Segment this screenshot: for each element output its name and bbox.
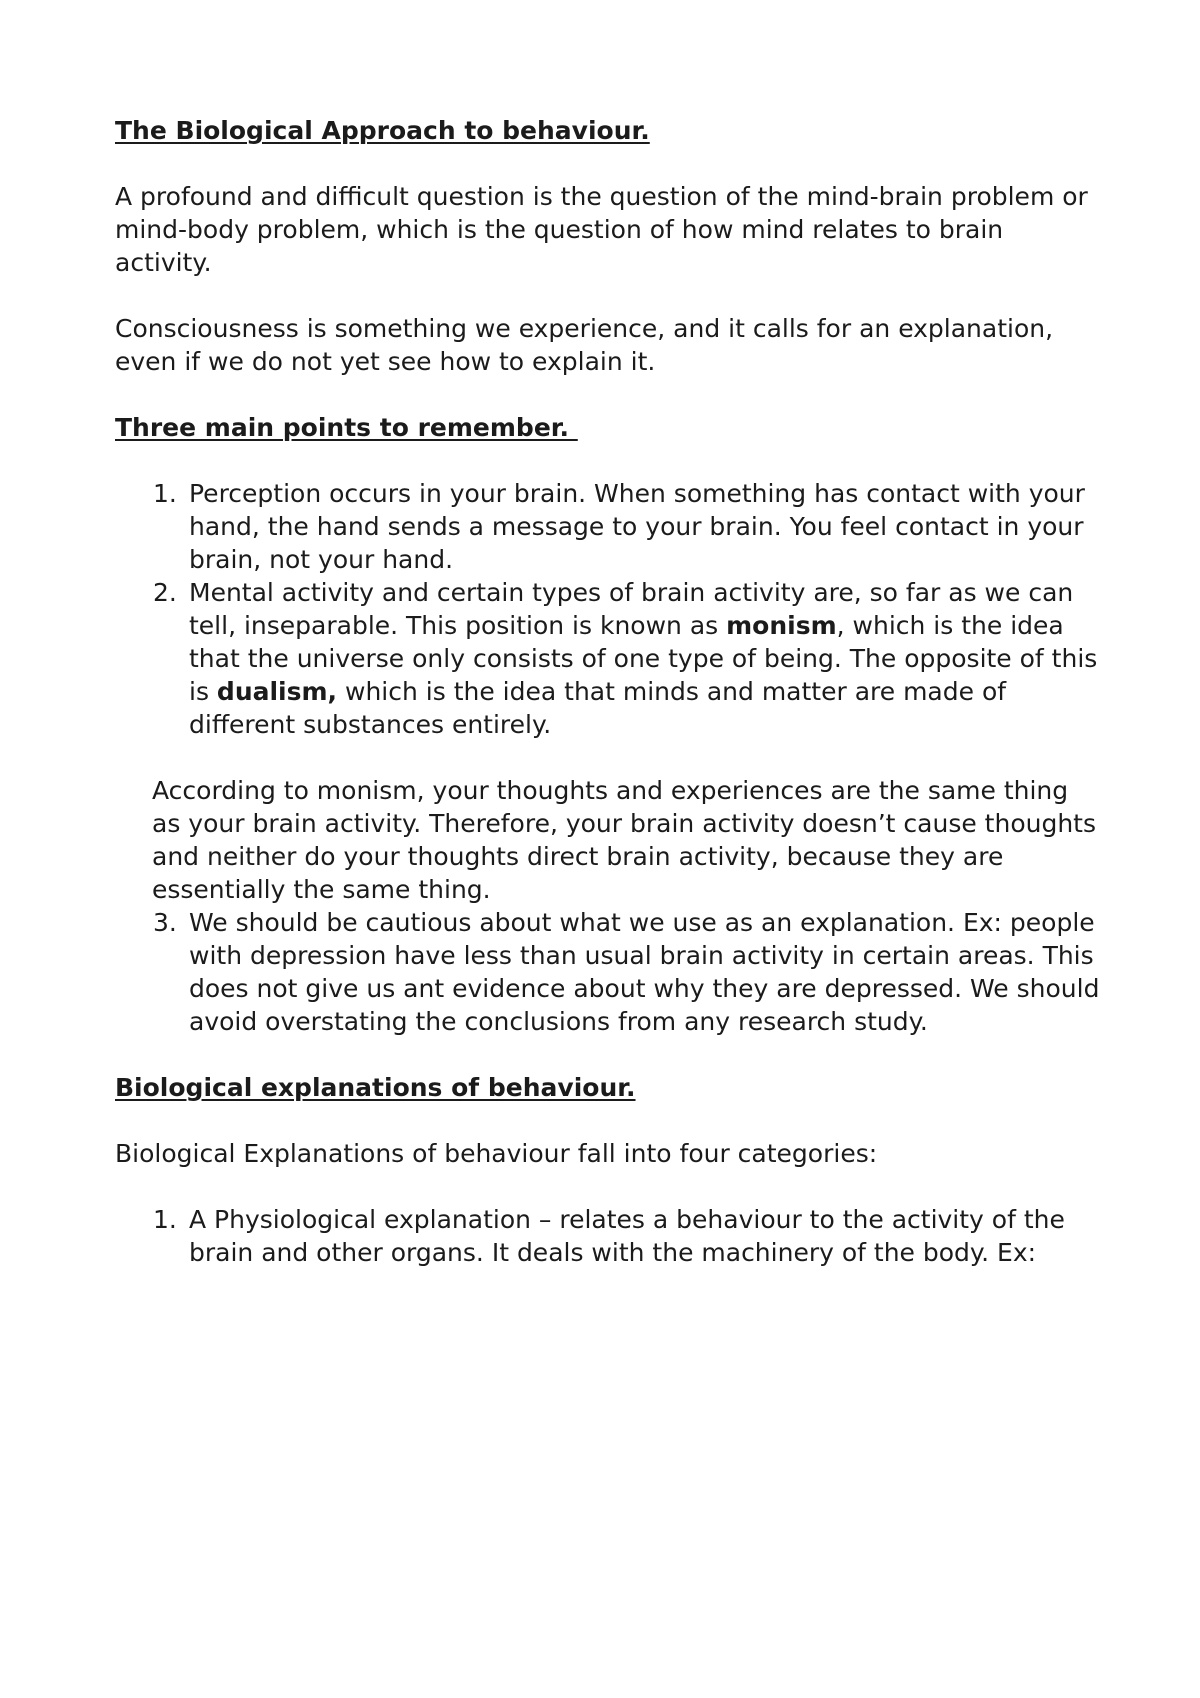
list-item-text: which is the idea that minds and matter are made of different substances entirely.	[189, 677, 1007, 739]
list-item-number: 2.	[153, 578, 177, 607]
list-item	[115, 906, 1100, 1038]
monism-term: monism	[726, 611, 837, 640]
list-item-text: A Physiological explanation – relates a behaviour to the activity of the brain and other organs. It deals with the machinery of the body. Ex:	[189, 1205, 1065, 1267]
dualism-term: dualism,	[216, 677, 338, 706]
intro-paragraph-2: Consciousness is something we experience, and it calls for an explanation, even if we do not yet see how to explain it.	[115, 314, 1054, 376]
document-page	[115, 114, 1100, 1269]
list-item-text: Perception occurs in your brain. When something has contact with your hand, the hand sends a message to your brain. You feel contact in your brain, not your hand.	[189, 479, 1085, 574]
document-title: The Biological Approach to behaviour.	[115, 116, 650, 145]
section-heading-main-points: Three main points to remember.	[115, 413, 578, 442]
monism-paragraph: According to monism, your thoughts and experiences are the same thing as your brain activity. Therefore, your brain activity doesn’t cause thoughts and neither do your thoughts direct brain activity, because they are essentially the same thing.	[152, 776, 1097, 904]
list-item-number: 3.	[153, 908, 177, 937]
list-item-number: 1.	[153, 479, 177, 508]
intro-paragraph-1: A profound and difficult question is the question of the mind-brain problem or mind-body problem, which is the question of how mind relates to brain activity.	[115, 182, 1088, 277]
list-item	[115, 1203, 1100, 1269]
list-item	[115, 477, 1100, 576]
section-heading-biological-explanations: Biological explanations of behaviour.	[115, 1073, 636, 1102]
section-intro-paragraph: Biological Explanations of behaviour fall into four categories:	[115, 1139, 878, 1168]
list-item-text: We should be cautious about what we use as an explanation. Ex: people with depression have less than usual brain activity in certain areas. This does not give us ant evidence about why they are depressed. We should avoid overstating the conclusions from any research study.	[189, 908, 1100, 1036]
list-item	[115, 576, 1100, 741]
main-points-list	[115, 477, 1100, 741]
main-points-list-continued	[115, 906, 1100, 1038]
categories-list	[115, 1203, 1100, 1269]
list-item-text: , which is the idea that the universe only consists of one type of being. The opposite of this is	[189, 611, 1098, 706]
list-item-number: 1.	[153, 1205, 177, 1234]
list-item-text: Mental activity and certain types of brain activity are, so far as we can tell, inseparable. This position is known as	[189, 578, 1074, 640]
